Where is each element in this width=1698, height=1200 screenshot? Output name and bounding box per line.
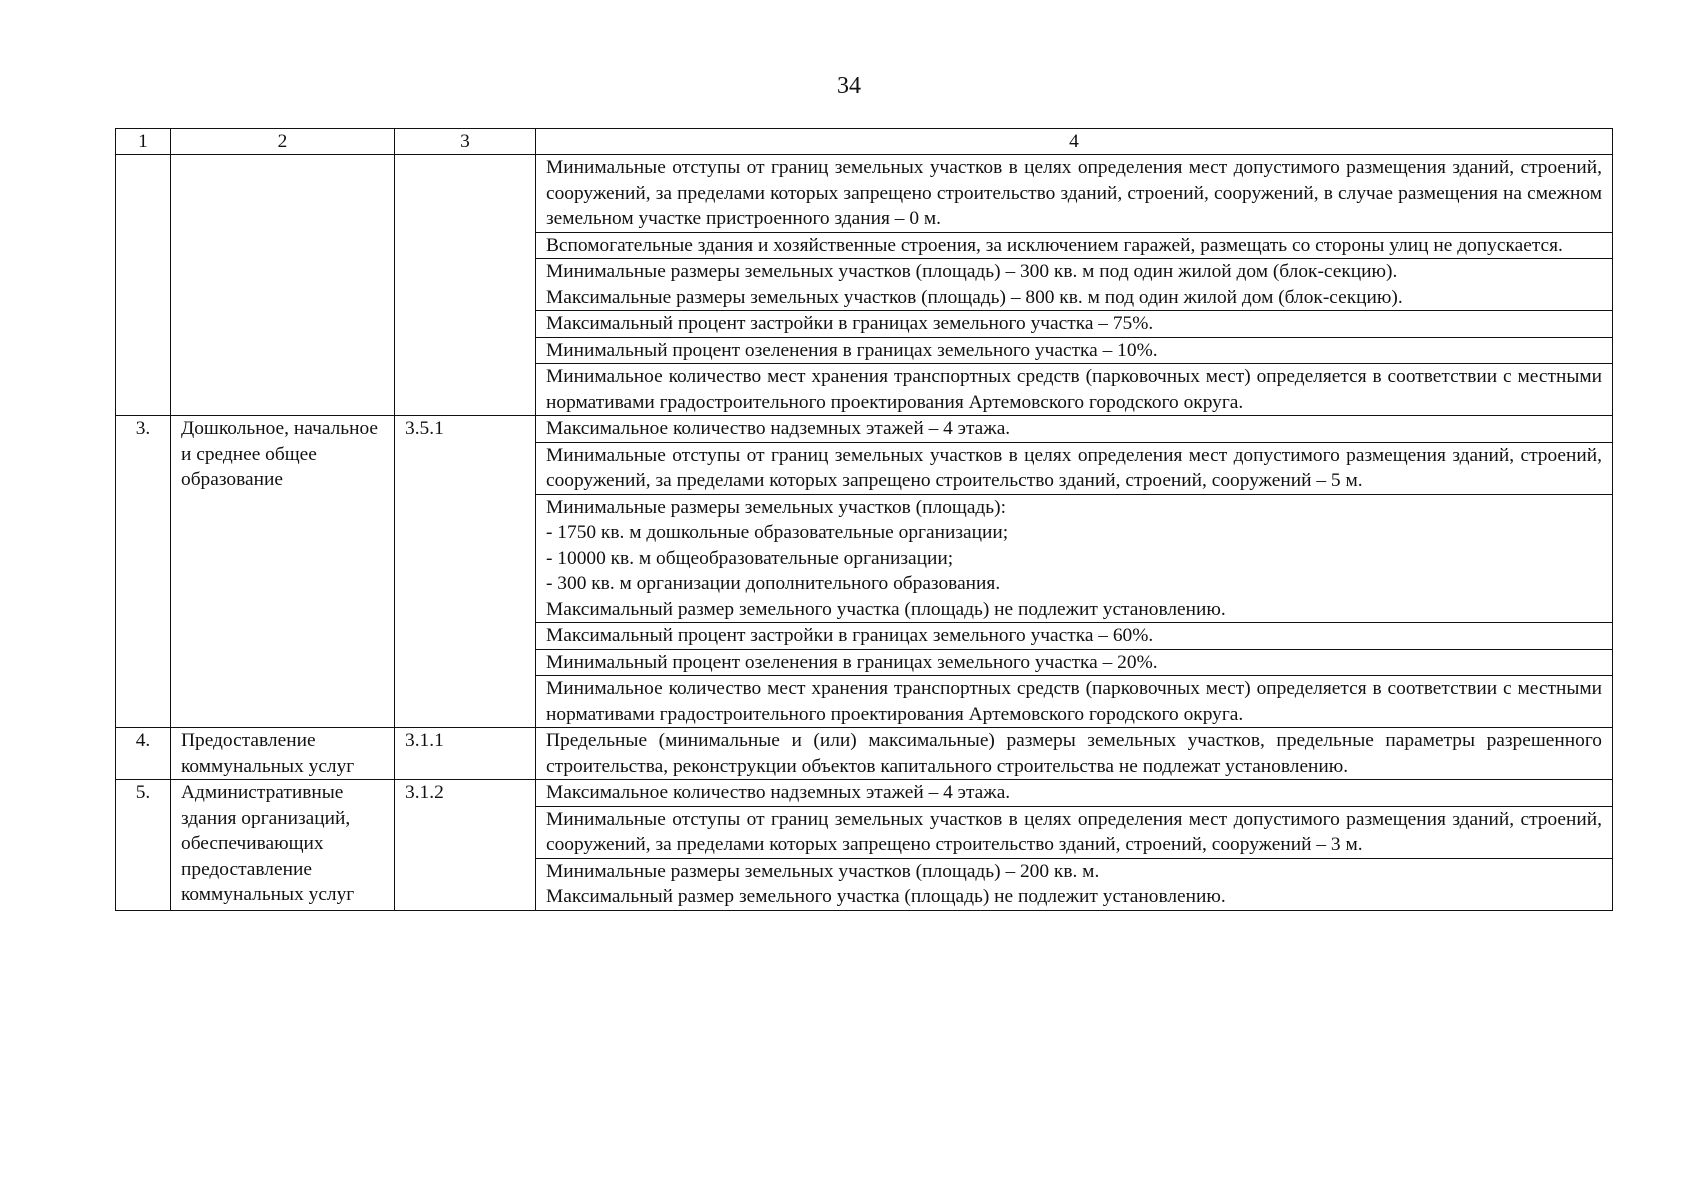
parameter-cell — [536, 337, 1613, 364]
table-row — [116, 728, 1613, 780]
row-number-cell: 5. — [116, 780, 171, 911]
land-use-name-cell: Дошкольное, начальное и среднее общее образование — [171, 416, 395, 728]
parameter-cell — [536, 259, 1613, 311]
table-row — [116, 780, 1613, 807]
table-body — [116, 155, 1613, 911]
parameter-text: Максимальный процент застройки в границах земельного участка – 75%. — [546, 313, 1154, 334]
parameter-text: Максимальный процент застройки в границах земельного участка – 60%. — [546, 625, 1154, 646]
parameter-cell — [536, 364, 1613, 416]
parameter-cell — [536, 780, 1613, 807]
row-number-cell — [116, 155, 171, 416]
parameter-cell — [536, 858, 1613, 910]
column-header-3: 3 — [395, 129, 536, 155]
parameter-text: Минимальный процент озеленения в границах земельного участка – 20%. — [546, 651, 1158, 673]
land-use-code-cell: 3.1.2 — [395, 780, 536, 911]
parameter-text: Минимальные отступы от границ земельных участков в целях определения мест допустимого размещения зданий, строений, сооружений, за пределами которых запрещено строительство зданий, строений, сооружений, в случае размещения на смежном земельном участке пристроенного здания – 0 м. — [546, 157, 1602, 229]
column-header-2: 2 — [171, 129, 395, 155]
parameter-cell — [536, 442, 1613, 494]
page-number: 34 — [837, 73, 861, 99]
parameter-cell — [536, 494, 1613, 623]
parameter-cell — [536, 649, 1613, 676]
parameter-text: - 10000 кв. м общеобразовательные организации; — [546, 547, 954, 569]
parameter-text: Максимальные размеры земельных участков (площадь) – 800 кв. м под один жилой дом (блок-секцию). — [546, 286, 1403, 308]
parameter-cell — [536, 416, 1613, 443]
parameter-text: Минимальное количество мест хранения транспортных средств (парковочных мест) определяется в соответствии с местными нормативами градостроительного проектирования Артемовского городского округа. — [546, 678, 1602, 725]
parameter-text: - 300 кв. м организации дополнительного образования. — [546, 573, 1001, 594]
row-number-cell: 3. — [116, 416, 171, 728]
land-use-name-cell: Предоставление коммунальных услуг — [171, 728, 395, 780]
parameter-text: Минимальные отступы от границ земельных участков в целях определения мест допустимого размещения зданий, строений, сооружений, за пределами которых запрещено строительство зданий, строений, сооружений – 5 м. — [546, 444, 1602, 491]
parameter-cell — [536, 806, 1613, 858]
land-use-name-cell — [171, 155, 395, 416]
column-header-4: 4 — [536, 129, 1613, 155]
parameter-cell — [536, 155, 1613, 233]
table-header-row — [116, 129, 1613, 155]
parameter-text: Минимальные размеры земельных участков (площадь) – 300 кв. м под один жилой дом (блок-секцию). — [546, 261, 1398, 282]
land-use-code-cell — [395, 155, 536, 416]
regulations-table — [115, 128, 1613, 911]
parameter-text: Максимальное количество надземных этажей – 4 этажа. — [546, 418, 1011, 439]
parameter-cell — [536, 676, 1613, 728]
land-use-code-cell: 3.5.1 — [395, 416, 536, 728]
parameter-text: Предельные (минимальные и (или) максимальные) размеры земельных участков, предельные параметры разрешенного строительства, реконструкции объектов капитального строительства не подлежат установлению. — [546, 730, 1602, 777]
parameter-text: Минимальный процент озеленения в границах земельного участка – 10%. — [546, 339, 1158, 361]
parameter-text: Минимальные размеры земельных участков (площадь) – 200 кв. м. — [546, 860, 1100, 882]
land-use-code-cell: 3.1.1 — [395, 728, 536, 780]
land-use-name-cell: Административные здания организаций, обеспечивающих предоставление коммунальных услуг — [171, 780, 395, 911]
parameter-text: Максимальный размер земельного участка (площадь) не подлежит установлению. — [546, 598, 1226, 620]
parameter-text: Максимальный размер земельного участка (площадь) не подлежит установлению. — [546, 886, 1226, 907]
parameter-cell — [536, 311, 1613, 338]
column-header-1: 1 — [116, 129, 171, 155]
table-row — [116, 155, 1613, 233]
parameter-text: Вспомогательные здания и хозяйственные строения, за исключением гаражей, размещать со стороны улиц не допускается. — [546, 234, 1563, 256]
parameter-text: Минимальное количество мест хранения транспортных средств (парковочных мест) определяется в соответствии с местными нормативами градостроительного проектирования Артемовского городского округа. — [546, 366, 1602, 413]
parameter-text: Минимальные размеры земельных участков (площадь): — [546, 496, 1006, 518]
parameter-text: - 1750 кв. м дошкольные образовательные организации; — [546, 522, 1009, 543]
parameter-text: Максимальное количество надземных этажей – 4 этажа. — [546, 782, 1011, 803]
parameter-cell — [536, 623, 1613, 650]
parameter-cell — [536, 232, 1613, 259]
table-row — [116, 416, 1613, 443]
row-number-cell: 4. — [116, 728, 171, 780]
parameter-text: Минимальные отступы от границ земельных участков в целях определения мест допустимого размещения зданий, строений, сооружений, за пределами которых запрещено строительство зданий, строений, сооружений – 3 м. — [546, 808, 1602, 855]
parameter-cell — [536, 728, 1613, 780]
